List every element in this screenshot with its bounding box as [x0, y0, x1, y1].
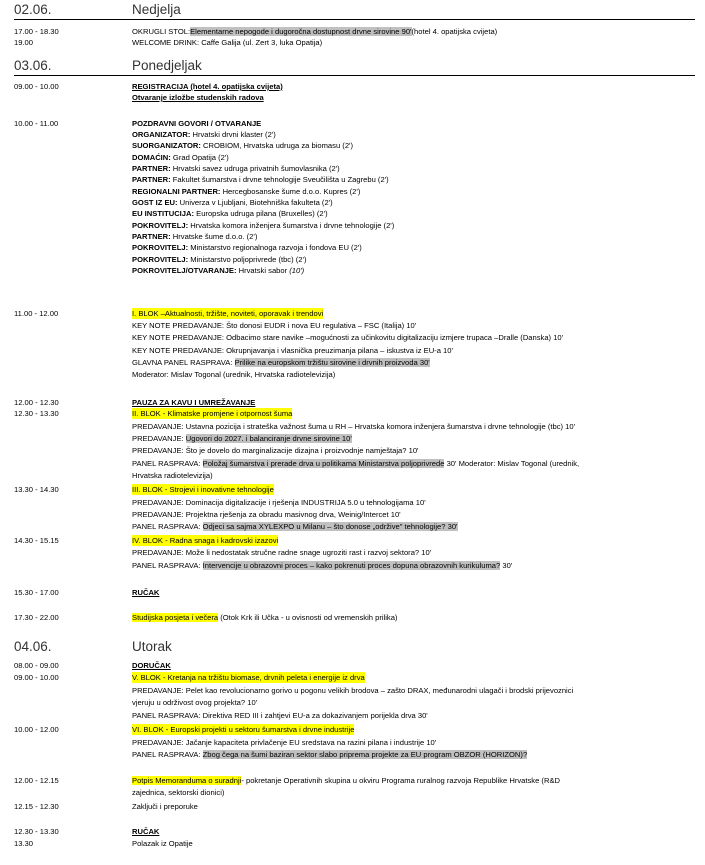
list-item: [14, 220, 699, 231]
agenda-row: [14, 724, 699, 735]
time-slot: 09.00 - 10.00: [14, 673, 59, 682]
agenda-row: [14, 345, 699, 356]
block-title: III. BLOK - Strojevi i inovativne tehnologije: [132, 485, 274, 494]
time-slot: 10.00 - 12.00: [14, 725, 59, 734]
agenda-row: [14, 118, 699, 129]
agenda-row: [14, 421, 699, 432]
list-item: [14, 163, 699, 174]
day-header-2: [14, 58, 695, 76]
role-label: REGIONALNI PARTNER:: [132, 187, 221, 196]
time-slot: 13.30: [14, 839, 34, 848]
agenda-row: [14, 749, 699, 760]
role-org: CROBIOM, Hrvatska udruga za biomasu (2'): [200, 141, 354, 150]
agenda-row: [14, 801, 699, 812]
role-org: Ministarstvo regionalnoga razvoja i fondova EU (2'): [188, 243, 362, 252]
highlighted-topic: Odjeci sa sajma XYLEXPO u Milanu – što donose „održive" tehnologije? 30': [202, 522, 458, 531]
role-label: ORGANIZATOR:: [132, 130, 191, 139]
role-label: POKROVITELJ:: [132, 255, 189, 264]
list-item: [14, 254, 699, 265]
block-title: IV. BLOK - Radna snaga i kadrovski izazovi: [132, 536, 279, 545]
list-item: [14, 208, 699, 219]
role-org: Hrvatska komora inženjera šumarstva i drvne tehnologije (2'): [188, 221, 395, 230]
highlighted-topic: Elementarne nepogode i dugoročna dostupnost drvne sirovine 90': [190, 27, 412, 36]
registration-text: REGISTRACIJA (hotel 4. opatijska cvijeta): [132, 82, 283, 91]
agenda-row: [14, 672, 699, 683]
opening-heading: POZDRAVNI GOVORI / OTVARANJE: [132, 119, 262, 128]
agenda-content: WELCOME DRINK: Caffe Galija (ul. Zert 3, luka Opatija): [132, 38, 323, 47]
agenda-content: vjeruju u održivost ovog projekta? 10': [132, 698, 258, 707]
block-title: VI. BLOK - Europski projekti u sektoru šumarstva i drvne industrije: [132, 725, 355, 734]
role-label: PARTNER:: [132, 164, 171, 173]
role-org: Europska udruga pilana (Bruxelles) (2'): [194, 209, 328, 218]
time-slot: 17.30 - 22.00: [14, 613, 59, 622]
agenda-row: [14, 787, 699, 798]
role-label: GOST IZ EU:: [132, 198, 178, 207]
time-slot: 10.00 - 11.00: [14, 119, 59, 128]
departure-text: Polazak iz Opatije: [132, 839, 193, 848]
item-label: PANEL RASPRAVA:: [132, 750, 203, 759]
agenda-row: [14, 332, 699, 343]
day-date: 04.06.: [14, 639, 52, 654]
agenda-content: KEY NOTE PREDAVANJE: Što donosi EUDR i nova EU regulativa – FSC (Italija) 10': [132, 321, 417, 330]
list-item: [14, 197, 699, 208]
role-label: EU INSTITUCIJA:: [132, 209, 195, 218]
agenda-row: [14, 458, 699, 469]
agenda-content: [132, 26, 497, 37]
role-label: POKROVITELJ:: [132, 221, 189, 230]
agenda-row: [14, 710, 699, 721]
day-date: 02.06.: [14, 2, 52, 17]
agenda-row: [14, 369, 699, 380]
role-org: Grad Opatija (2'): [170, 153, 229, 162]
time-slot: 19.00: [14, 38, 34, 47]
item-location: (hotel 4. opatijska cvijeta): [411, 27, 498, 36]
time-slot: 11.00 - 12.00: [14, 309, 59, 318]
time-slot: 08.00 - 09.00: [14, 661, 59, 670]
time-slot: 12.30 - 13.30: [14, 827, 59, 836]
highlighted-topic: Potpis Memoranduma o suradnji: [132, 776, 242, 785]
agenda-content: PREDAVANJE: Jačanje kapaciteta privlačenje EU sredstava na razini pilana i industrije 10': [132, 738, 437, 747]
role-org: Hercegbosanske šume d.o.o. Kupres (2'): [220, 187, 361, 196]
agenda-content: PANEL RASPRAVA: Direktiva RED III i zahtjevi EU-a za dokazivanjem porijekla drva 30': [132, 711, 428, 720]
block-title: V. BLOK - Kretanja na tržištu biomase, drvnih peleta i energije iz drva: [132, 673, 365, 682]
agenda-row: [14, 81, 699, 92]
day-name: Nedjelja: [132, 2, 181, 17]
agenda-row: [14, 484, 699, 495]
item-label: OKRUGLI STOL:: [132, 27, 191, 36]
agenda-row: [14, 685, 699, 696]
agenda-row: [14, 775, 699, 786]
list-item: [14, 186, 699, 197]
item-suffix: 30' Moderator: Mislav Togonal (urednik,: [444, 459, 580, 468]
item-suffix: - pokretanje Operativnih skupina u okviru Programa ruralnog razvoja Republike Hrvatske (R&D: [241, 776, 560, 785]
role-org: Hrvatski sabor: [236, 266, 290, 275]
duration-note: (10'): [289, 266, 305, 275]
day-name: Utorak: [132, 639, 172, 654]
time-slot: 12.00 - 12.30: [14, 398, 59, 407]
role-org: Hrvatski drvni klaster (2'): [190, 130, 276, 139]
list-item: [14, 129, 699, 140]
agenda-row: [14, 521, 699, 532]
list-item: [14, 242, 699, 253]
role-org: Hrvatski savez udruga privatnih šumovlasnika (2'): [170, 164, 340, 173]
agenda-row: [14, 308, 699, 319]
agenda-content: PREDAVANJE: Dominacija digitalizacije i rješenja INDUSTRIJA 5.0 u tehnologijama 10': [132, 498, 426, 507]
break-text: PAUZA ZA KAVU I UMREŽAVANJE: [132, 398, 256, 407]
lunch-text: RUČAK: [132, 827, 160, 836]
day-divider: [14, 19, 695, 20]
exhibition-text: Otvaranje izložbe studenskih radova: [132, 93, 264, 102]
role-label: PARTNER:: [132, 232, 171, 241]
breakfast-text: DORUČAK: [132, 661, 171, 670]
agenda-row: [14, 26, 699, 37]
agenda-content: Hrvatska radiotelevizija): [132, 471, 213, 480]
day-date: 03.06.: [14, 58, 52, 73]
list-item: [14, 265, 699, 276]
role-label: SUORGANIZATOR:: [132, 141, 201, 150]
agenda-row: [14, 737, 699, 748]
list-item: [14, 174, 699, 185]
time-slot: 12.00 - 12.15: [14, 776, 59, 785]
agenda-content: PREDAVANJE: Što je dovelo do marginalizacije dizajna i proizvodnje namještaja? 10': [132, 446, 419, 455]
time-slot: 13.30 - 14.30: [14, 485, 59, 494]
highlighted-topic: Zbog čega na šumi baziran sektor slabo priprema projekte za EU program OBZOR (HORIZON)?: [202, 750, 528, 759]
list-item: [14, 152, 699, 163]
agenda-row: [14, 357, 699, 368]
role-label: DOMAĆIN:: [132, 153, 171, 162]
agenda-row: [14, 397, 699, 408]
agenda-content: KEY NOTE PREDAVANJE: Okrupnjavanja i vlasnička preuzimanja pilana – iskustva iz EU-a 10': [132, 346, 453, 355]
agenda-row: [14, 408, 699, 419]
time-slot: 15.30 - 17.00: [14, 588, 59, 597]
agenda-row: [14, 560, 699, 571]
highlighted-topic: Položaj šumarstva i prerade drva u politikama Ministarstva poljoprivrede: [202, 459, 445, 468]
agenda-row: [14, 497, 699, 508]
agenda-row: [14, 37, 699, 48]
agenda-content: PREDAVANJE: Projektna rješenja za obradu masivnog drva, Weinig/Intercet 10': [132, 510, 401, 519]
agenda-content: zajednica, sektorski dionici): [132, 788, 225, 797]
list-item: [14, 140, 699, 151]
day-header-3: [14, 639, 695, 657]
agenda-row: [14, 433, 699, 444]
highlighted-topic: Prilike na europskom tržištu sirovine i drvnih proizvoda 30': [234, 358, 430, 367]
role-org: Fakultet šumarstva i drvne tehnologije Sveučilišta u Zagrebu (2'): [170, 175, 389, 184]
day-name: Ponedjeljak: [132, 58, 202, 73]
day-header-1: [14, 2, 695, 20]
item-label: PANEL RASPRAVA:: [132, 522, 203, 531]
item-label: GLAVNA PANEL RASPRAVA:: [132, 358, 235, 367]
item-suffix: (Otok Krk ili Učka - u ovisnosti od vremenskih prilika): [218, 613, 398, 622]
agenda-row: [14, 697, 699, 708]
list-item: [14, 231, 699, 242]
agenda-row: [14, 826, 699, 837]
role-label: POKROVITELJ:: [132, 243, 189, 252]
role-org: Ministarstvo poljoprivrede (tbc) (2'): [188, 255, 307, 264]
role-label: PARTNER:: [132, 175, 171, 184]
time-slot: 09.00 - 10.00: [14, 82, 59, 91]
highlighted-topic: Ugovori do 2027. i balanciranje drvne sirovine 10': [185, 434, 352, 443]
time-slot: 12.15 - 12.30: [14, 802, 59, 811]
agenda-row: [14, 547, 699, 558]
role-label: POKROVITELJ/OTVARANJE:: [132, 266, 237, 275]
highlighted-topic: Intervencije u obrazovni proces – kako pokrenuti proces dopuna obrazovnih kurikuluma?: [202, 561, 501, 570]
agenda-content: KEY NOTE PREDAVANJE: Odbacimo stare navike –mogućnosti za učinkovitu digitalizaciju izmjere trupaca –Dralle (Danska) 10': [132, 333, 564, 342]
lunch-text: RUČAK: [132, 588, 160, 597]
conclusions-text: Zaključi i preporuke: [132, 802, 198, 811]
time-slot: 17.00 - 18.30: [14, 27, 59, 36]
agenda-row: [14, 587, 699, 598]
agenda-row: [14, 838, 699, 849]
agenda-row: [14, 92, 699, 103]
highlighted-topic: Studijska posjeta i večera: [132, 613, 219, 622]
item-label: PANEL RASPRAVA:: [132, 459, 203, 468]
time-slot: 12.30 - 13.30: [14, 409, 59, 418]
agenda-row: [14, 445, 699, 456]
role-org: Hrvatske šume d.o.o. (2'): [170, 232, 258, 241]
agenda-content: PREDAVANJE: Pelet kao revolucionarno gorivo u pogonu velikih brodova – zašto DRAX, međunarodni ulagači i brodski prijevoznici: [132, 686, 574, 695]
agenda-row: [14, 660, 699, 671]
agenda-row: [14, 612, 699, 623]
item-label: PREDAVANJE:: [132, 434, 186, 443]
item-suffix: 30': [500, 561, 513, 570]
time-slot: 14.30 - 15.15: [14, 536, 59, 545]
agenda-row: [14, 320, 699, 331]
block-title: II. BLOK - Klimatske promjene i otpornost šuma: [132, 409, 293, 418]
role-org: Univerza v Ljubljani, Biotehniška fakulteta (2'): [177, 198, 333, 207]
moderator-text: Moderator: Mislav Togonal (urednik, Hrvatska radiotelevizija): [132, 370, 336, 379]
agenda-content: PREDAVANJE: Može li nedostatak stručne radne snage ugroziti rast i razvoj sektora? 10': [132, 548, 432, 557]
agenda-row: [14, 535, 699, 546]
item-label: PANEL RASPRAVA:: [132, 561, 203, 570]
agenda-row: [14, 509, 699, 520]
block-title: I. BLOK –Aktualnosti, tržište, noviteti, oporavak i trendovi: [132, 309, 324, 318]
agenda-row: [14, 470, 699, 481]
day-divider: [14, 75, 695, 76]
agenda-content: PREDAVANJE: Ustavna pozicija i strateška važnost šuma u RH – Hrvatska komora inženjera šumarstva i drvne tehnologije (tbc) 10': [132, 422, 576, 431]
